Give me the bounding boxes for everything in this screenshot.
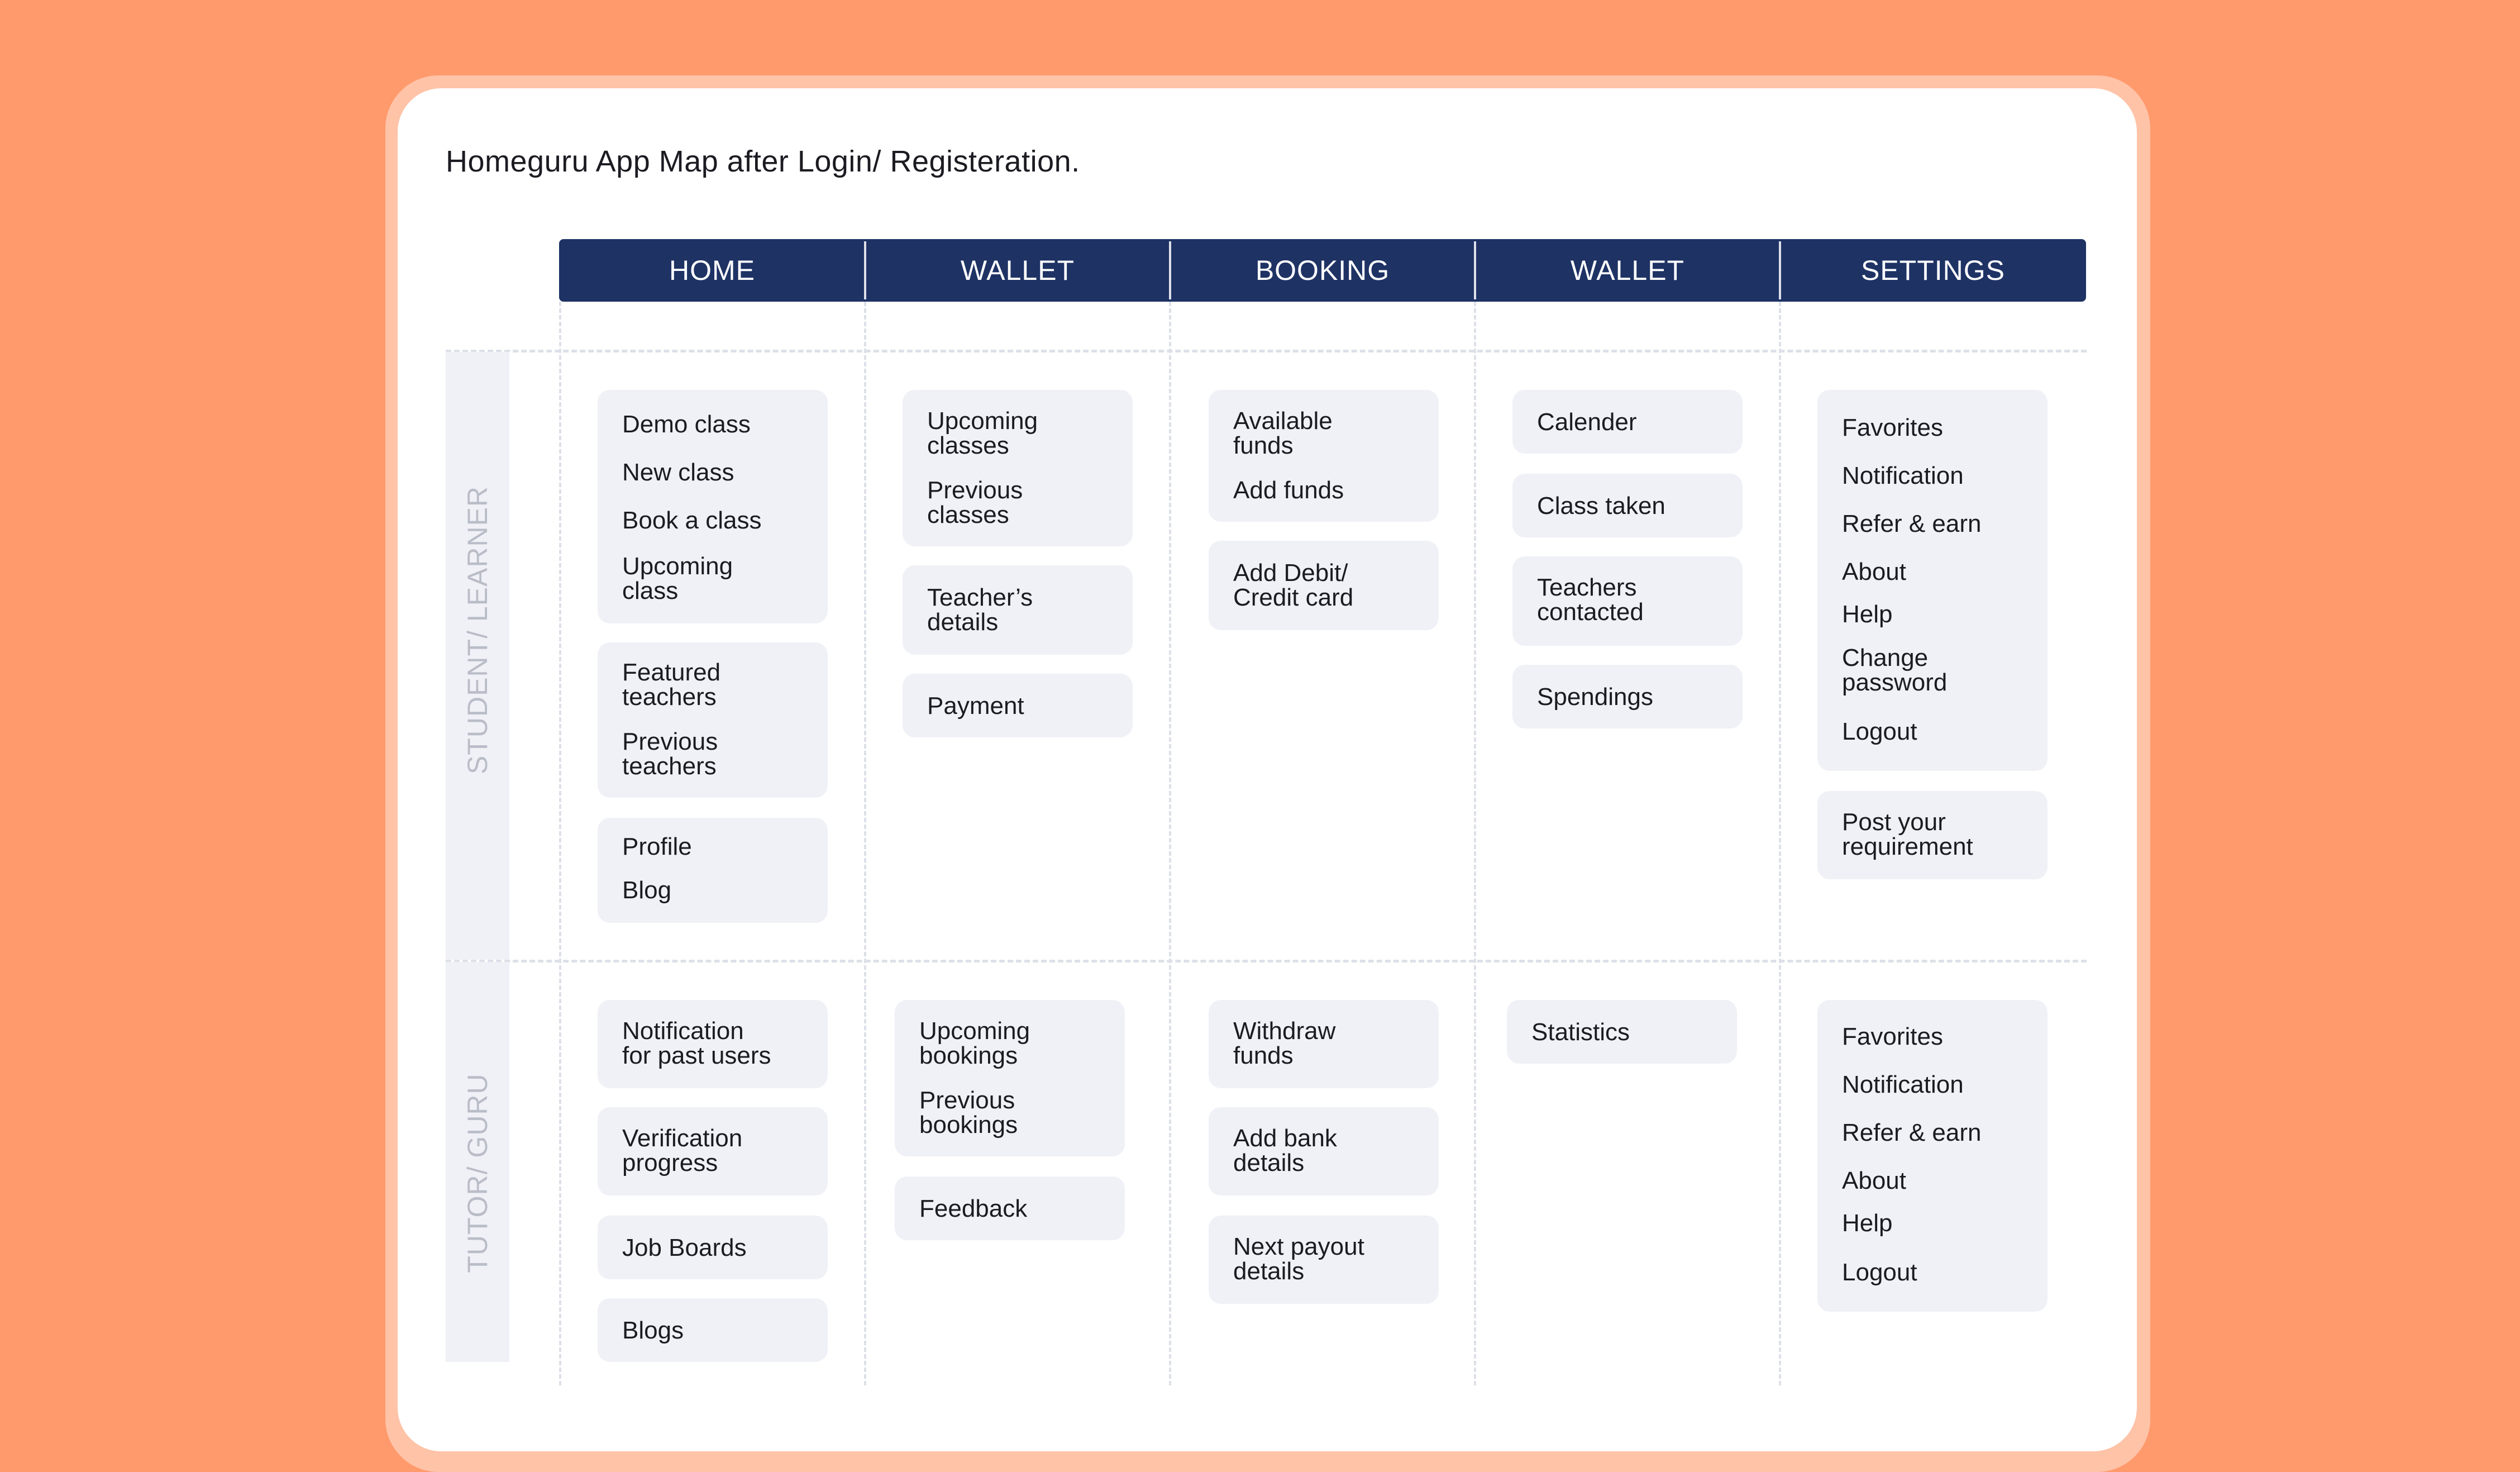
column-header-booking: BOOKING bbox=[1255, 255, 1390, 286]
student-home-group-1 bbox=[598, 390, 828, 623]
menu-item-favorites: Favorites bbox=[1842, 1023, 1943, 1050]
menu-item-add-funds: Add funds bbox=[1233, 477, 1344, 504]
menu-item-teachers-details: Teacher’s details bbox=[927, 584, 1033, 636]
column-divider bbox=[1779, 302, 1781, 1385]
menu-item-statistics: Statistics bbox=[1531, 1018, 1630, 1046]
menu-item-notification-for-past-users: Notification for past users bbox=[622, 1017, 771, 1069]
tutor-booking-group-1 bbox=[1209, 1000, 1439, 1088]
menu-item-change-password: Change password bbox=[1842, 644, 1948, 696]
student-home-group-3 bbox=[598, 818, 828, 923]
menu-item-upcoming-bookings: Upcoming bookings bbox=[919, 1017, 1030, 1069]
row-divider bbox=[446, 960, 2087, 963]
header-divider bbox=[1779, 241, 1781, 299]
menu-item-about: About bbox=[1842, 558, 1906, 585]
tutor-home-group-1 bbox=[598, 1000, 828, 1088]
column-header-settings: SETTINGS bbox=[1860, 255, 2006, 286]
row-label-student: STUDENT/ LEARNER bbox=[462, 485, 493, 775]
student-wallet-group-1 bbox=[903, 390, 1133, 546]
menu-item-job-boards: Job Boards bbox=[622, 1234, 747, 1261]
menu-item-help: Help bbox=[1842, 1209, 1893, 1237]
menu-item-previous-teachers: Previous teachers bbox=[622, 728, 718, 780]
menu-item-profile: Profile bbox=[622, 833, 692, 860]
menu-item-demo-class: Demo class bbox=[622, 411, 751, 438]
tutor-booking-group-2 bbox=[1209, 1107, 1439, 1195]
header-divider bbox=[864, 241, 866, 299]
menu-item-post-your-requirement: Post your requirement bbox=[1842, 808, 1973, 860]
row-label-tutor: TUTOR/ GURU bbox=[462, 1073, 493, 1273]
menu-item-help: Help bbox=[1842, 601, 1893, 628]
column-divider bbox=[559, 302, 561, 1385]
student-wallet-group-2 bbox=[903, 565, 1133, 655]
menu-item-about: About bbox=[1842, 1167, 1906, 1194]
menu-item-notification: Notification bbox=[1842, 462, 1964, 489]
menu-item-logout: Logout bbox=[1842, 718, 1917, 745]
menu-item-featured-teachers: Featured teachers bbox=[622, 659, 721, 711]
column-divider bbox=[1169, 302, 1171, 1385]
student-wallet2-group-4 bbox=[1512, 665, 1743, 728]
menu-item-add-debit-credit-card: Add Debit/ Credit card bbox=[1233, 559, 1354, 611]
student-settings-group-1 bbox=[1817, 390, 2047, 771]
menu-item-spendings: Spendings bbox=[1537, 683, 1653, 711]
column-divider bbox=[1474, 302, 1476, 1385]
tutor-home-group-3 bbox=[598, 1216, 828, 1279]
student-home-group-2 bbox=[598, 642, 828, 798]
student-booking-group-1 bbox=[1209, 390, 1439, 522]
menu-item-verification-progress: Verification progress bbox=[622, 1125, 743, 1176]
menu-item-book-a-class: Book a class bbox=[622, 507, 762, 534]
tutor-booking-group-3 bbox=[1209, 1216, 1439, 1304]
tutor-home-group-2 bbox=[598, 1107, 828, 1195]
menu-item-previous-bookings: Previous bookings bbox=[919, 1087, 1018, 1138]
header-divider bbox=[1474, 241, 1476, 299]
menu-item-payment: Payment bbox=[927, 692, 1024, 720]
menu-item-upcoming-classes: Upcoming classes bbox=[927, 407, 1038, 459]
menu-item-refer-earn: Refer & earn bbox=[1842, 1119, 1982, 1146]
column-divider bbox=[864, 302, 866, 1385]
tutor-settings-group-1 bbox=[1817, 1000, 2047, 1312]
menu-item-feedback: Feedback bbox=[919, 1195, 1028, 1222]
tutor-wallet-group-1 bbox=[895, 1000, 1125, 1156]
tutor-wallet-group-2 bbox=[895, 1176, 1125, 1240]
menu-item-teachers-contacted: Teachers contacted bbox=[1537, 574, 1644, 626]
menu-item-new-class: New class bbox=[622, 459, 734, 486]
menu-item-available-funds: Available funds bbox=[1233, 407, 1333, 459]
student-wallet2-group-1 bbox=[1512, 390, 1743, 454]
row-divider bbox=[446, 350, 2087, 352]
tutor-home-group-4 bbox=[598, 1298, 828, 1362]
menu-item-refer-earn: Refer & earn bbox=[1842, 510, 1982, 537]
column-header-home: HOME bbox=[669, 255, 755, 286]
student-booking-group-2 bbox=[1209, 541, 1439, 630]
column-header-wallet-2: WALLET bbox=[1570, 255, 1685, 286]
column-header-wallet: WALLET bbox=[960, 255, 1075, 286]
student-settings-group-2 bbox=[1817, 791, 2047, 879]
menu-item-withdraw-funds: Withdraw funds bbox=[1233, 1017, 1336, 1069]
menu-item-blogs: Blogs bbox=[622, 1317, 684, 1344]
student-wallet2-group-3 bbox=[1512, 556, 1743, 646]
tutor-wallet2-group-1 bbox=[1507, 1000, 1737, 1064]
page-title: Homeguru App Map after Login/ Registeration. bbox=[446, 145, 1080, 178]
menu-item-favorites: Favorites bbox=[1842, 414, 1943, 441]
student-wallet-group-3 bbox=[903, 674, 1133, 737]
menu-item-previous-classes: Previous classes bbox=[927, 477, 1023, 528]
menu-item-add-bank-details: Add bank details bbox=[1233, 1125, 1337, 1176]
student-wallet2-group-2 bbox=[1512, 474, 1743, 537]
menu-item-blog: Blog bbox=[622, 876, 672, 904]
menu-item-class-taken: Class taken bbox=[1537, 492, 1665, 520]
menu-item-next-payout-details: Next payout details bbox=[1233, 1233, 1364, 1285]
menu-item-notification: Notification bbox=[1842, 1071, 1964, 1098]
menu-item-calender: Calender bbox=[1537, 408, 1637, 436]
menu-item-logout: Logout bbox=[1842, 1259, 1917, 1286]
menu-item-upcoming-class: Upcoming class bbox=[622, 552, 733, 604]
header-divider bbox=[1169, 241, 1171, 299]
